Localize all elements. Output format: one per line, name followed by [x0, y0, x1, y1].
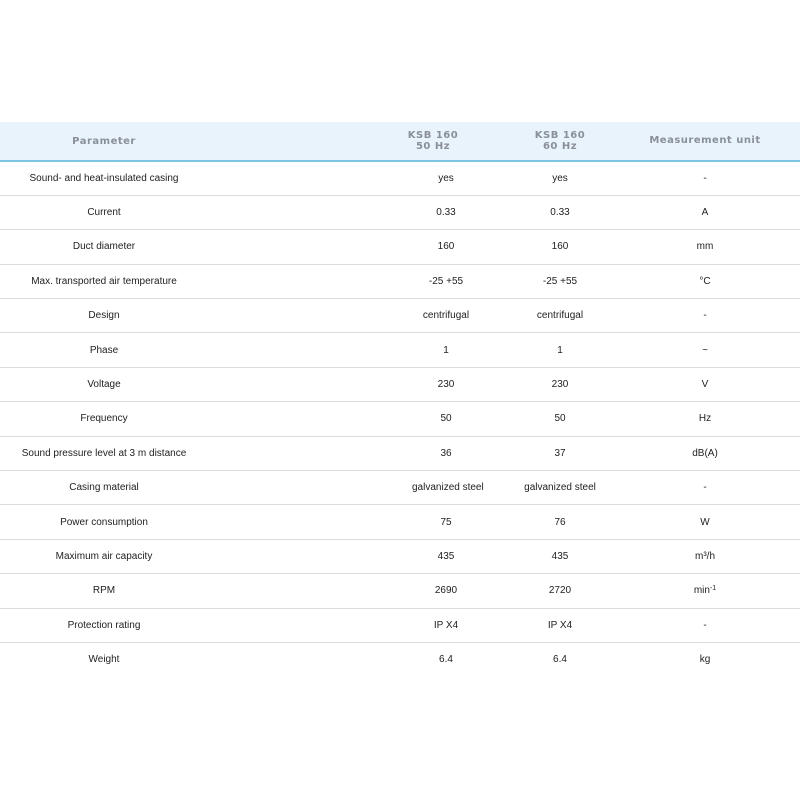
- header-parameter: Parameter: [0, 122, 208, 161]
- cell-parameter: Frequency: [0, 402, 208, 436]
- cell-value-50hz: galvanized steel: [208, 471, 480, 505]
- cell-unit: [610, 173, 800, 184]
- cell-unit: [610, 241, 800, 252]
- cell-value-50hz: 50: [208, 402, 480, 436]
- cell-unit-text: Hz: [698, 413, 712, 425]
- cell-parameter: Weight: [88, 654, 120, 666]
- cell-unit: [610, 654, 800, 665]
- cell-parameter: Design: [0, 299, 208, 333]
- cell-group-60hz-unit: [540, 333, 800, 367]
- cell-parameter: Power consumption: [0, 505, 208, 539]
- cell-group-60hz-unit: [536, 299, 800, 333]
- cell-group-60hz-unit: [540, 539, 800, 573]
- cell-parameter: Sound pressure level at 3 m distance: [0, 436, 208, 470]
- table-row: [0, 574, 800, 608]
- table-row: [0, 299, 800, 333]
- cell-group-60hz-unit: [540, 608, 800, 642]
- table-row: [0, 402, 800, 436]
- cell-value-50hz: yes: [208, 161, 480, 195]
- cell-unit: [610, 620, 800, 631]
- cell-value-50hz: 2690: [208, 574, 480, 608]
- cell-unit-text: -: [703, 482, 707, 494]
- cell-value-50hz: 0.33: [208, 195, 480, 229]
- cell-parameter: Protection rating: [0, 608, 208, 642]
- cell-unit-text: kg: [699, 654, 711, 666]
- cell-group-60hz-unit: [540, 574, 800, 608]
- cell-unit-text: m³/h: [695, 550, 715, 562]
- table-row: [0, 471, 800, 505]
- table-row: [0, 333, 800, 367]
- header-model-50hz-name: KSB 160: [407, 130, 459, 141]
- cell-group-60hz-unit: [540, 264, 800, 298]
- cell-unit-text: °C: [699, 275, 711, 287]
- cell-unit: [610, 551, 800, 562]
- cell-group-60hz-unit: [540, 642, 800, 676]
- cell-group-60hz-unit: [540, 402, 800, 436]
- table-row: [0, 230, 800, 264]
- cell-value-50hz: 435: [208, 539, 480, 573]
- cell-value-60hz: centrifugal: [536, 310, 584, 322]
- header-model-50hz: [208, 122, 480, 161]
- table-row: [0, 264, 800, 298]
- table-row: [0, 608, 800, 642]
- cell-parameter: RPM: [0, 574, 208, 608]
- cell-group-60hz-unit: [540, 195, 800, 229]
- specification-table: [0, 122, 800, 677]
- cell-value-60hz: 76: [554, 516, 566, 528]
- cell-value-60hz: yes: [552, 172, 568, 184]
- cell-value-60hz: IP X4: [547, 619, 573, 631]
- header-model-50hz-freq: 50 Hz: [415, 141, 451, 152]
- cell-unit-text: A: [701, 207, 709, 219]
- cell-parameter: Current: [0, 195, 208, 229]
- cell-unit-text: min: [693, 585, 710, 597]
- cell-value-60hz: 1: [557, 344, 563, 356]
- cell-parameter: Maximum air capacity: [0, 539, 208, 573]
- header-unit: [534, 122, 800, 161]
- cell-value-50hz: IP X4: [208, 608, 480, 642]
- table-body: [0, 161, 800, 677]
- cell-value-60hz: 230: [551, 379, 569, 391]
- header-model-60hz-name: KSB 160: [534, 130, 586, 141]
- cell-unit-superscript: -1: [709, 585, 717, 593]
- header-row: [0, 122, 800, 161]
- cell-group-60hz-unit: [524, 471, 800, 505]
- table-row: [0, 505, 800, 539]
- cell-parameter: Phase: [0, 333, 208, 367]
- cell-unit: [610, 345, 800, 356]
- cell-unit: [610, 517, 800, 528]
- cell-value-50hz: centrifugal: [208, 299, 480, 333]
- cell-value-50hz: 160: [208, 230, 480, 264]
- cell-unit-text: W: [700, 516, 710, 528]
- cell-value-50hz: 36: [208, 436, 480, 470]
- table-row: [0, 367, 800, 401]
- cell-group-60hz-unit: [540, 436, 800, 470]
- cell-unit: [610, 276, 800, 287]
- cell-unit: [610, 413, 800, 424]
- table-header: [0, 122, 800, 161]
- cell-unit-text: V: [701, 379, 709, 391]
- table-row: [0, 436, 800, 470]
- cell-value-60hz: 160: [551, 241, 569, 253]
- cell-value-60hz: 2720: [548, 585, 572, 597]
- table-row: [0, 642, 800, 676]
- cell-value-50hz: 230: [208, 367, 480, 401]
- cell-group-60hz-unit: [540, 161, 800, 195]
- table-row: [0, 539, 800, 573]
- cell-parameter: Duct diameter: [0, 230, 208, 264]
- cell-value-60hz: galvanized steel: [524, 482, 596, 494]
- cell-unit: [610, 310, 800, 321]
- cell-value-50hz: 75: [208, 505, 480, 539]
- cell-parameter: Sound- and heat-insulated casing: [0, 161, 208, 195]
- cell-parameter: Max. transported air temperature: [0, 264, 208, 298]
- cell-parameter: Casing material: [0, 471, 208, 505]
- cell-value-60hz: 6.4: [553, 654, 567, 666]
- cell-unit: [610, 207, 800, 218]
- cell-unit-text: -: [703, 619, 707, 631]
- cell-unit: [610, 585, 800, 596]
- cell-value-60hz: 50: [554, 413, 566, 425]
- cell-value-60hz: 435: [551, 550, 569, 562]
- cell-unit-text: mm: [696, 241, 714, 253]
- cell-value-60hz: -25 +55: [542, 275, 578, 287]
- cell-group-60hz-unit: [540, 230, 800, 264]
- cell-unit-text: -: [703, 310, 707, 322]
- cell-value-50hz: 1: [208, 333, 480, 367]
- cell-unit: [610, 482, 800, 493]
- header-model-60hz-freq: 60 Hz: [542, 141, 578, 152]
- cell-unit: [610, 379, 800, 390]
- cell-value-60hz: 0.33: [550, 207, 570, 219]
- table-row: [0, 161, 800, 195]
- cell-unit: [610, 448, 800, 459]
- cell-unit-text: dB(A): [692, 447, 718, 459]
- cell-value-50hz: 6.4: [439, 654, 453, 666]
- cell-value-60hz: 37: [554, 447, 566, 459]
- cell-parameter: Voltage: [0, 367, 208, 401]
- header-measurement-unit: Measurement unit: [649, 135, 761, 146]
- cell-group-60hz-unit: [540, 367, 800, 401]
- cell-unit-text: -: [703, 172, 707, 184]
- cell-unit-text: ~: [702, 344, 708, 356]
- cell-value-50hz: -25 +55: [208, 264, 480, 298]
- table-row: [0, 195, 800, 229]
- cell-group-60hz-unit: [540, 505, 800, 539]
